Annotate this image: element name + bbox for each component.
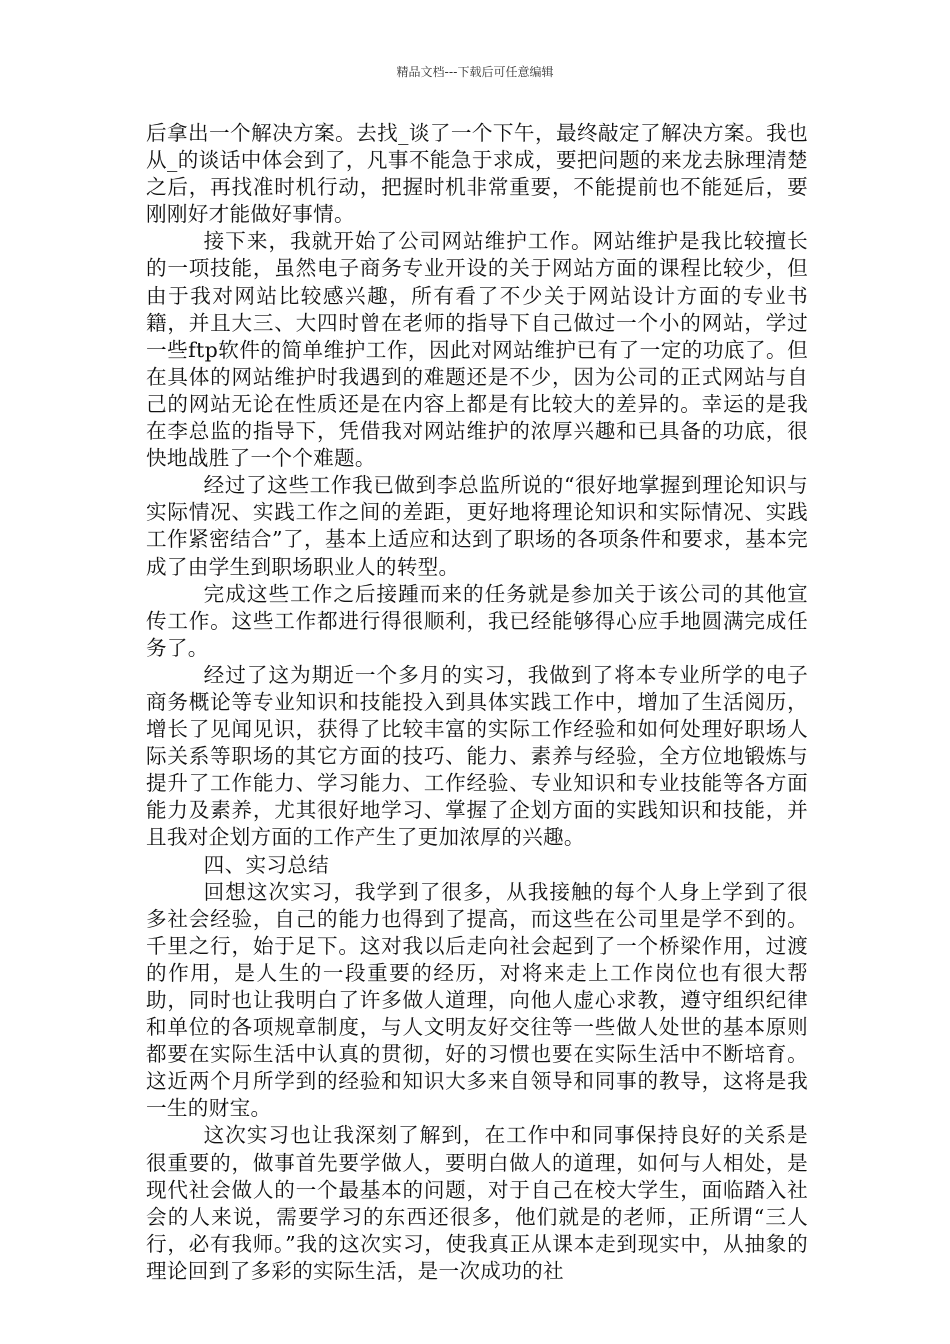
paragraph-5: 经过了这为期近一个多月的实习，我做到了将本专业所学的电子商务概论等专业知识和技能投入到具体实践工作中，增加了生活阅历，增长了见闻见识，获得了比较丰富的实际工作经验和如何处理好职场人际关系等职场的其它方面的技巧、能力、素养与经验，全方位地锻炼与提升了工作能力、学习能力、工作经验、专业知识和专业技能等各方面能力及素养，尤其很好地学习、掌握了企划方面的实践知识和技能，并且我对企划方面的工作产生了更加浓厚的兴趣。 [146, 662, 808, 850]
paragraph-6: 回想这次实习，我学到了很多，从我接触的每个人身上学到了很多社会经验，自己的能力也得到了提高，而这些在公司里是学不到的。千里之行，始于足下。这对我以后走向社会起到了一个桥梁作用，过渡的作用，是人生的一段重要的经历，对将来走上工作岗位也有很大帮助，同时也让我明白了许多做人道理，向他人虚心求教，遵守组织纪律和单位的各项规章制度，与人文明友好交往等一些做人处世的基本原则都要在实际生活中认真的贯彻，好的习惯也要在实际生活中不断培育。这近两个月所学到的经验和知识大多来自领导和同事的教导，这将是我一生的财宝。 [146, 879, 808, 1121]
section-heading: 四、实习总结 [203, 852, 330, 877]
paragraph-3: 经过了这些工作我已做到李总监所说的“很好地掌握到理论知识与实际情况、实践工作之间的差距，更好地将理论知识和实际情况、实践工作紧密结合”了，基本上适应和达到了职场的各项条件和要求，基本完成了由学生到职场职业人的转型。 [146, 473, 808, 579]
document-body [146, 120, 808, 1285]
paragraph-1: 后拿出一个解决方案。去找_谈了一个下午，最终敲定了解决方案。我也从_的谈话中体会到了，凡事不能急于求成，要把问题的来龙去脉理清楚之后，再找准时机行动，把握时机非常重要，不能提前也不能延后，要刚刚好才能做好事情。 [146, 121, 808, 227]
paragraph-4: 完成这些工作之后接踵而来的任务就是参加关于该公司的其他宣传工作。这些工作都进行得很顺利，我已经能够得心应手地圆满完成任务了。 [146, 581, 808, 660]
paragraph-2: 接下来，我就开始了公司网站维护工作。网站维护是我比较擅长的一项技能，虽然电子商务专业开设的关于网站方面的课程比较少，但由于我对网站比较感兴趣，所有看了不少关于网站设计方面的专业书籍，并且大三、大四时曾在老师的指导下自己做过一个小的网站，学过一些ftp软件的简单维护工作，因此对网站维护已有了一定的功底了。但在具体的网站维护时我遇到的难题还是不少，因为公司的正式网站与自己的网站无论在性质还是在内容上都是有比较大的差异的。幸运的是我在李总监的指导下，凭借我对网站维护的浓厚兴趣和已具备的功底，很快地战胜了一个个难题。 [146, 229, 808, 471]
page-header: 精品文档---下载后可任意编辑 [396, 65, 554, 79]
paragraph-7: 这次实习也让我深刻了解到，在工作中和同事保持良好的关系是很重要的，做事首先要学做人，要明白做人的道理，如何与人相处，是现代社会做人的一个最基本的问题，对于自己在校大学生，面临踏入社会的人来说，需要学习的东西还很多，他们就是的老师，正所谓“三人行，必有我师。”我的这次实习，使我真正从课本走到现实中，从抽象的理论回到了多彩的实际生活，是一次成功的社 [146, 1123, 808, 1283]
